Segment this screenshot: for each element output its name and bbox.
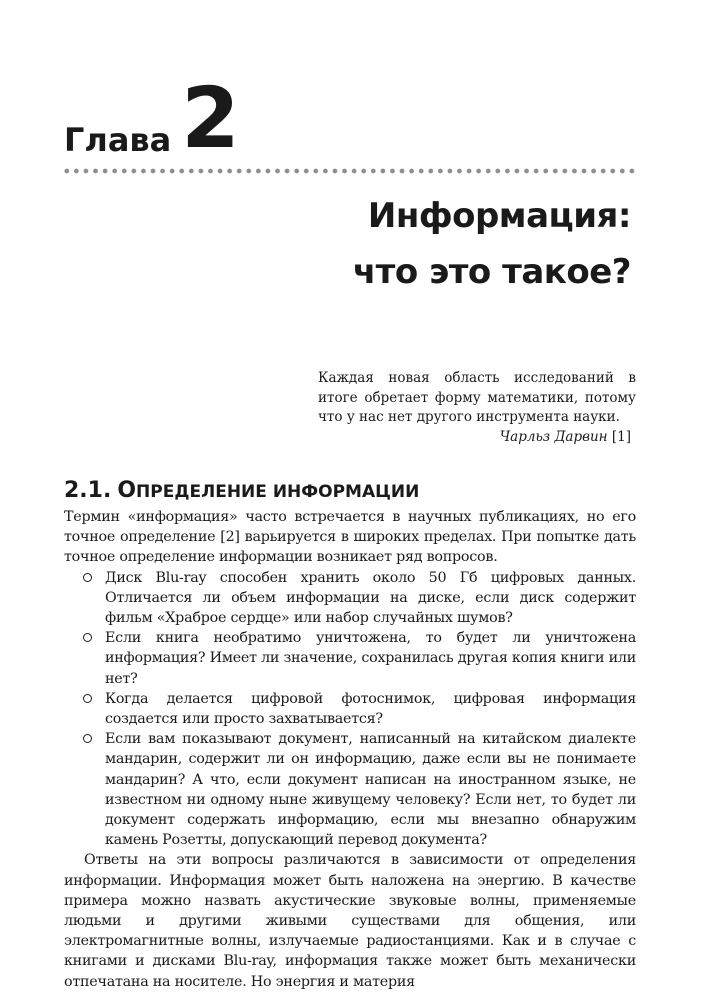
question-text: Если вам показывают документ, написанный на китайском диалекте мандарин, содержит ли он информацию, даже если вы не понимаете мандарин? А что, если документ написан на иностранном языке, не известном ни одному ныне живущему человеку? Если нет, то будет ли документ содержать информацию, если мы внезапно обнаружим камень Розетты, допускающий перевод документа? [105,731,636,849]
question-text: Диск Blu-ray способен хранить около 50 Гб цифровых данных. Отличается ли объем информации на диске, если диск содержит фильм «Храброе сердце» или набор случайных шумов? [105,569,636,627]
list-item [64,689,636,729]
circle-bullet-icon [83,573,92,582]
list-item [64,729,636,850]
question-list [64,568,636,851]
answers-paragraph: Ответы на эти вопросы различаются в зависимости от определения информации. Информация может быть наложена на энергию. В качестве примера можно назвать акустические звуковые волны, применяемые людьми и другими живыми существами для общения, или электромагнитные волны, излучаемые радиостанциями. Как и в случае с книгами и дисками Blu-ray, информация также может быть механически отпечатана на носителе. Но энергия и материя [64,852,636,990]
epigraph-attribution [500,428,631,448]
epigraph-author: Чарльз Дарвин [499,429,608,445]
section-title-rest: ПРЕДЕЛЕНИЕ ИНФОРМАЦИИ [136,482,420,502]
chapter-number: 2 [181,69,240,167]
chapter-title-line-2: что это такое? [352,252,631,292]
dotted-divider [62,168,636,174]
section-heading [64,476,419,507]
intro-paragraph: Термин «информация» часто встречается в научных публикациях, но его точное определение [2] варьируется в широких пределах. При попытке дать точное определение информации возникает ряд вопросов. [64,509,636,566]
chapter-heading [64,69,240,167]
section-title-initial: О [117,478,137,503]
circle-bullet-icon [83,633,92,642]
chapter-title [353,188,631,300]
list-item [64,568,636,629]
question-text: Если книга необратимо уничтожена, то будет ли уничтожена информация? Имеет ли значение, сохранилась другая копия книги или нет? [105,630,637,687]
list-item [64,628,636,689]
circle-bullet-icon [83,694,92,703]
epigraph-quote: Каждая новая область исследований в итоге обретает форму математики, потому что у нас нет другого инструмента науки. [318,370,636,425]
circle-bullet-icon [83,734,92,743]
chapter-title-line-1: Информация: [367,196,631,236]
question-text: Когда делается цифровой фотоснимок, цифровая информация создается или просто захватывается? [105,690,636,728]
body-text [64,507,636,992]
section-number: 2.1. [64,478,112,503]
chapter-label: Глава [64,121,172,159]
epigraph-reference: [1] [611,429,631,445]
